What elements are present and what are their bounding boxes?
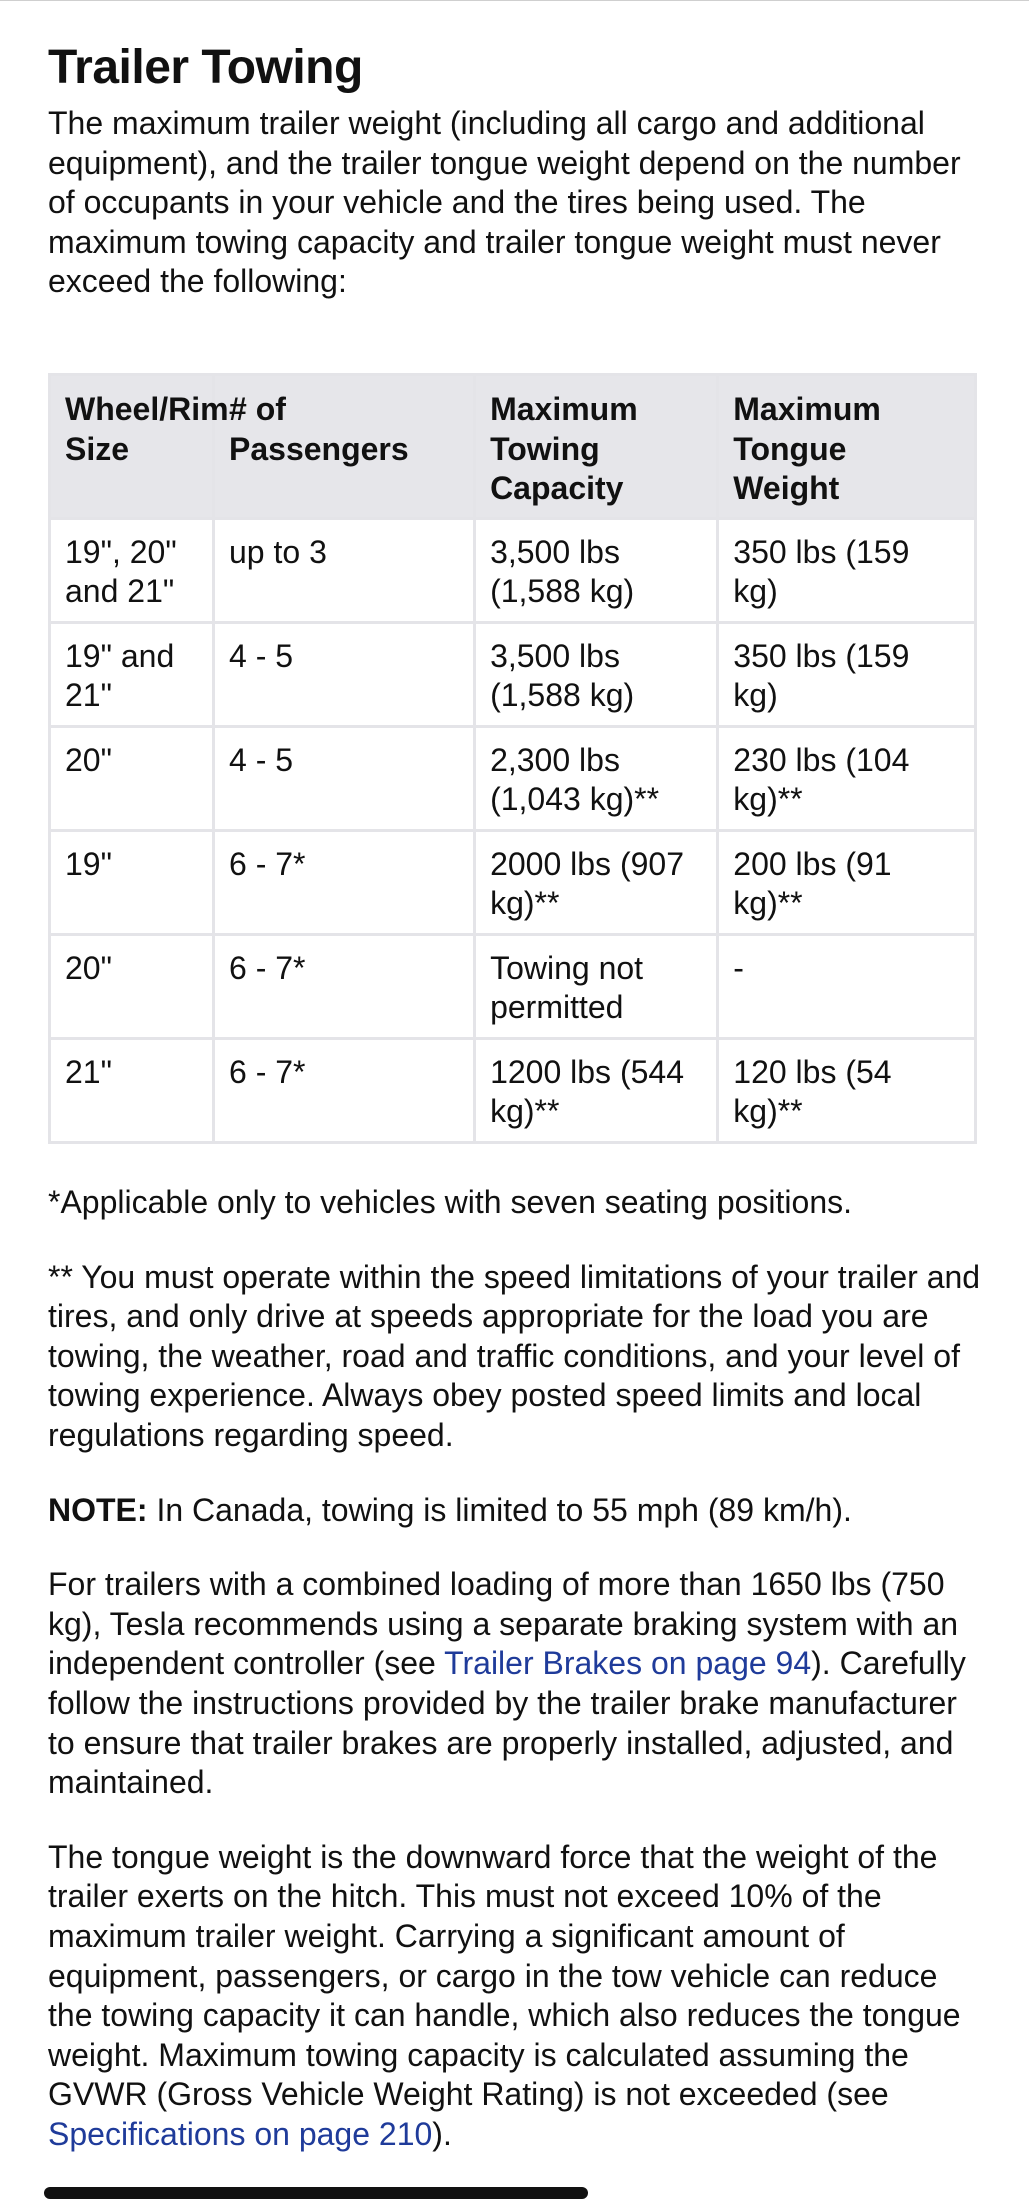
tongue-weight-paragraph bbox=[48, 1838, 983, 2155]
cell-wheel: 19" and 21" bbox=[50, 622, 214, 726]
cell-tongue: 350 lbs (159 kg) bbox=[718, 622, 976, 726]
trailer-brakes-link[interactable]: Trailer Brakes on page 94 bbox=[444, 1645, 812, 1682]
header-max-tongue-weight: Maximum Tongue Weight bbox=[718, 375, 976, 519]
top-divider bbox=[0, 0, 1029, 1]
header-max-towing-capacity: Maximum Towing Capacity bbox=[475, 375, 718, 519]
table-row bbox=[50, 934, 976, 1038]
table-row bbox=[50, 518, 976, 622]
page-title: Trailer Towing bbox=[48, 41, 363, 94]
canada-note bbox=[48, 1491, 983, 1531]
home-indicator[interactable] bbox=[44, 2187, 588, 2199]
notes-section bbox=[48, 1183, 983, 2189]
brakes-text-after: ). Carefully follow the instructions provided by the trailer brake manufacturer to ensure that trailer brakes are properly installed, adjusted, and maintained. bbox=[48, 1645, 966, 1801]
towing-table bbox=[48, 373, 977, 1144]
table-row bbox=[50, 726, 976, 830]
cell-tongue: 350 lbs (159 kg) bbox=[718, 518, 976, 622]
header-wheel-rim-size: Wheel/Rim Size bbox=[50, 375, 214, 519]
cell-tongue: - bbox=[718, 934, 976, 1038]
cell-passengers: 4 - 5 bbox=[214, 726, 475, 830]
cell-towing: 3,500 lbs (1,588 kg) bbox=[475, 518, 718, 622]
cell-tongue: 230 lbs (104 kg)** bbox=[718, 726, 976, 830]
tongue-text-before: The tongue weight is the downward force that the weight of the trailer exerts on the hitch. This must not exceed 10% of the maximum trailer weight. Carrying a significant amount of equipment, passengers, or cargo in the tow vehicle can reduce the towing capacity it can handle, which also reduces the tongue weight. Maximum towing capacity is calculated assuming the GVWR (Gross Vehicle Weight Rating) is not exceeded (see bbox=[48, 1838, 961, 2113]
seven-seat-footnote: *Applicable only to vehicles with seven seating positions. bbox=[48, 1184, 853, 1220]
note-label: NOTE: bbox=[48, 1491, 148, 1528]
table-row bbox=[50, 1038, 976, 1142]
intro-paragraph: The maximum trailer weight (including all cargo and additional equipment), and the trailer tongue weight depend on the number of occupants in your vehicle and the tires being used. The maximum towing capacity and trailer tongue weight must never exceed the following: bbox=[48, 105, 961, 300]
cell-passengers: 6 - 7* bbox=[214, 934, 475, 1038]
cell-towing: 1200 lbs (544 kg)** bbox=[475, 1038, 718, 1142]
header-passengers: # of Passengers bbox=[214, 375, 475, 519]
brakes-text-before: For trailers with a combined loading of more than 1650 lbs (750 kg), Tesla recommends using a separate braking system with an independent controller (see bbox=[48, 1566, 959, 1682]
cell-tongue: 200 lbs (91 kg)** bbox=[718, 830, 976, 934]
specifications-link[interactable]: Specifications on page 210 bbox=[48, 2115, 433, 2152]
cell-wheel: 19", 20" and 21" bbox=[50, 518, 214, 622]
cell-passengers: 6 - 7* bbox=[214, 1038, 475, 1142]
cell-tongue: 120 lbs (54 kg)** bbox=[718, 1038, 976, 1142]
tongue-text-after: ). bbox=[432, 2115, 452, 2152]
canada-note-text: In Canada, towing is limited to 55 mph (89 km/h). bbox=[147, 1491, 852, 1528]
table-header-row bbox=[50, 375, 976, 519]
table-row bbox=[50, 830, 976, 934]
cell-wheel: 20" bbox=[50, 726, 214, 830]
cell-passengers: 6 - 7* bbox=[214, 830, 475, 934]
cell-towing: 2000 lbs (907 kg)** bbox=[475, 830, 718, 934]
cell-wheel: 19" bbox=[50, 830, 214, 934]
cell-passengers: 4 - 5 bbox=[214, 622, 475, 726]
cell-towing: 2,300 lbs (1,043 kg)** bbox=[475, 726, 718, 830]
table-row bbox=[50, 622, 976, 726]
speed-footnote: ** You must operate within the speed limitations of your trailer and tires, and only drive at speeds appropriate for the load you are towing, the weather, road and traffic conditions, and your level of towing experience. Always obey posted speed limits and local regulations regarding speed. bbox=[48, 1258, 981, 1453]
cell-towing: Towing not permitted bbox=[475, 934, 718, 1038]
cell-towing: 3,500 lbs (1,588 kg) bbox=[475, 622, 718, 726]
trailer-brakes-paragraph bbox=[48, 1565, 983, 1803]
document-content bbox=[48, 36, 983, 2152]
cell-wheel: 20" bbox=[50, 934, 214, 1038]
cell-wheel: 21" bbox=[50, 1038, 214, 1142]
cell-passengers: up to 3 bbox=[214, 518, 475, 622]
